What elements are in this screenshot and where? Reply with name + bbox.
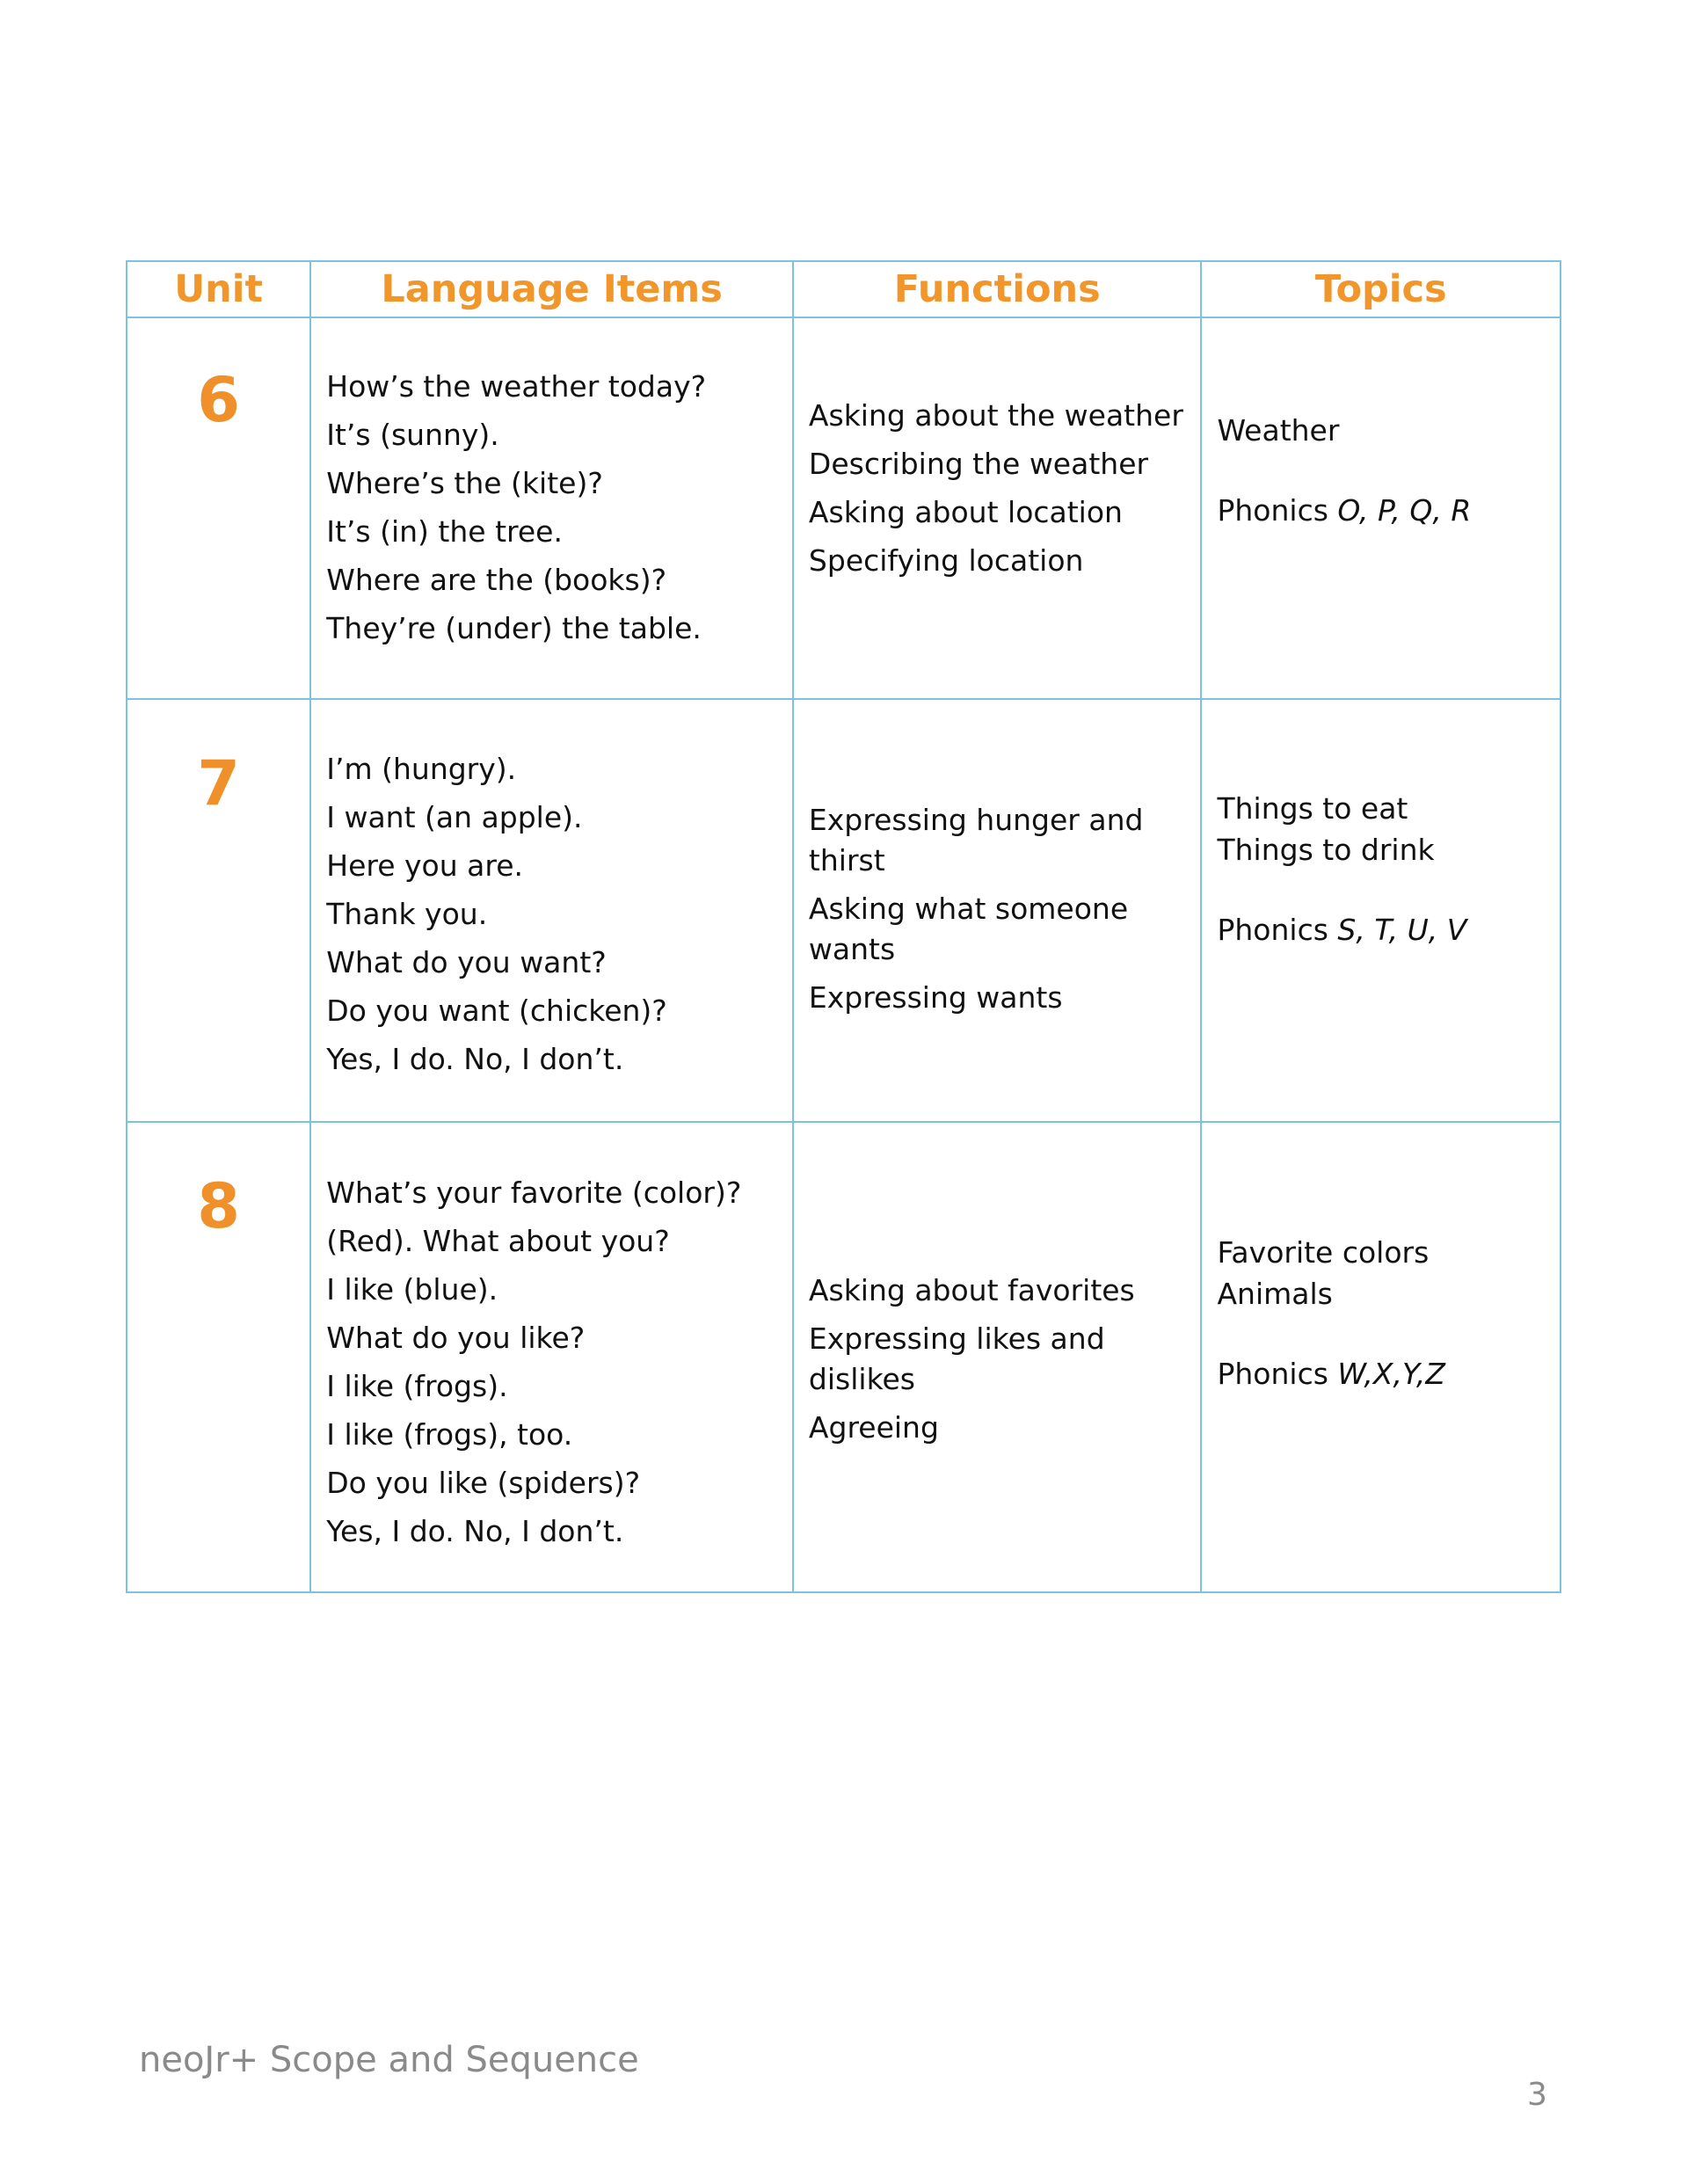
header-unit: Unit	[127, 261, 310, 317]
footer-title: neoJr+ Scope and Sequence	[139, 2040, 639, 2080]
topic-item: Things to eat	[1217, 791, 1408, 826]
topic-item: Favorite colors	[1217, 1235, 1430, 1270]
function-item: Specifying location	[808, 543, 1084, 578]
language-item: They’re (under) the table.	[326, 611, 702, 645]
language-item: Here you are.	[326, 848, 523, 883]
header-language-items: Language Items	[310, 261, 793, 317]
phonics-letters: O, P, Q, R	[1337, 493, 1472, 528]
function-item: Describing the weather	[808, 447, 1149, 481]
language-item: What do you want?	[326, 945, 607, 979]
table-row	[127, 1122, 1561, 1592]
topic-item: Animals	[1217, 1277, 1333, 1311]
language-item: Yes, I do. No, I don’t.	[326, 1042, 624, 1076]
language-item: Thank you.	[326, 897, 488, 931]
functions-cell	[793, 317, 1202, 699]
phonics-letters: S, T, U, V	[1337, 913, 1467, 947]
function-item: Asking about the weather	[808, 398, 1183, 433]
header-topics: Topics	[1201, 261, 1561, 317]
language-item: Yes, I do. No, I don’t.	[326, 1514, 624, 1548]
topics-list	[1202, 1232, 1560, 1394]
phonics-label: Phonics	[1217, 913, 1328, 947]
function-item: Expressing likes and dislikes	[808, 1321, 1105, 1396]
function-item: Expressing wants	[808, 980, 1063, 1015]
table-header-row	[127, 261, 1561, 317]
topics-cell	[1201, 699, 1561, 1122]
language-items-list	[311, 1168, 792, 1555]
language-items-cell	[310, 317, 793, 699]
unit-number: 8	[197, 1170, 240, 1242]
phonics-line	[1202, 909, 1560, 950]
table-row	[127, 699, 1561, 1122]
scope-sequence-table	[126, 260, 1561, 1593]
phonics-label: Phonics	[1217, 493, 1328, 528]
function-item: Agreeing	[808, 1410, 939, 1445]
functions-list	[794, 1270, 1201, 1448]
language-item: It’s (in) the tree.	[326, 514, 563, 549]
phonics-line	[1202, 1353, 1560, 1394]
phonics-letters: W,X,Y,Z	[1337, 1357, 1445, 1391]
topics-cell	[1201, 1122, 1561, 1592]
language-item: How’s the weather today?	[326, 369, 707, 404]
functions-cell	[793, 699, 1202, 1122]
language-items-cell	[310, 699, 793, 1122]
language-item: (Red). What about you?	[326, 1224, 670, 1258]
language-item: Do you want (chicken)?	[326, 994, 667, 1028]
functions-list	[794, 396, 1201, 581]
language-item: I like (blue).	[326, 1272, 498, 1307]
phonics-label: Phonics	[1217, 1357, 1328, 1391]
table-row	[127, 317, 1561, 699]
language-item: Where’s the (kite)?	[326, 466, 603, 500]
functions-cell	[793, 1122, 1202, 1592]
page-number: 3	[1527, 2077, 1547, 2113]
unit-number: 6	[197, 364, 240, 436]
topic-item: Weather	[1217, 413, 1340, 448]
language-item: Where are the (books)?	[326, 563, 667, 597]
topics-cell	[1201, 317, 1561, 699]
function-item: Asking about favorites	[808, 1273, 1135, 1307]
functions-list	[794, 800, 1201, 1018]
language-items-cell	[310, 1122, 793, 1592]
phonics-line	[1202, 490, 1560, 531]
language-item: I like (frogs).	[326, 1369, 508, 1403]
language-item: I’m (hungry).	[326, 752, 517, 786]
language-item: It’s (sunny).	[326, 418, 499, 452]
unit-cell	[127, 699, 310, 1122]
function-item: Expressing hunger and thirst	[808, 803, 1144, 877]
language-items-list	[311, 362, 792, 652]
header-functions: Functions	[793, 261, 1202, 317]
function-item: Asking what someone wants	[808, 892, 1129, 966]
function-item: Asking about location	[808, 495, 1123, 529]
topics-list	[1202, 410, 1560, 531]
unit-number: 7	[197, 747, 240, 819]
language-item: What’s your favorite (color)?	[326, 1176, 742, 1210]
language-item: I like (frogs), too.	[326, 1417, 573, 1452]
unit-cell	[127, 1122, 310, 1592]
unit-cell	[127, 317, 310, 699]
language-item: I want (an apple).	[326, 800, 583, 834]
language-item: Do you like (spiders)?	[326, 1466, 641, 1500]
topic-item: Things to drink	[1217, 833, 1435, 867]
language-item: What do you like?	[326, 1321, 586, 1355]
topics-list	[1202, 788, 1560, 950]
language-items-list	[311, 745, 792, 1083]
